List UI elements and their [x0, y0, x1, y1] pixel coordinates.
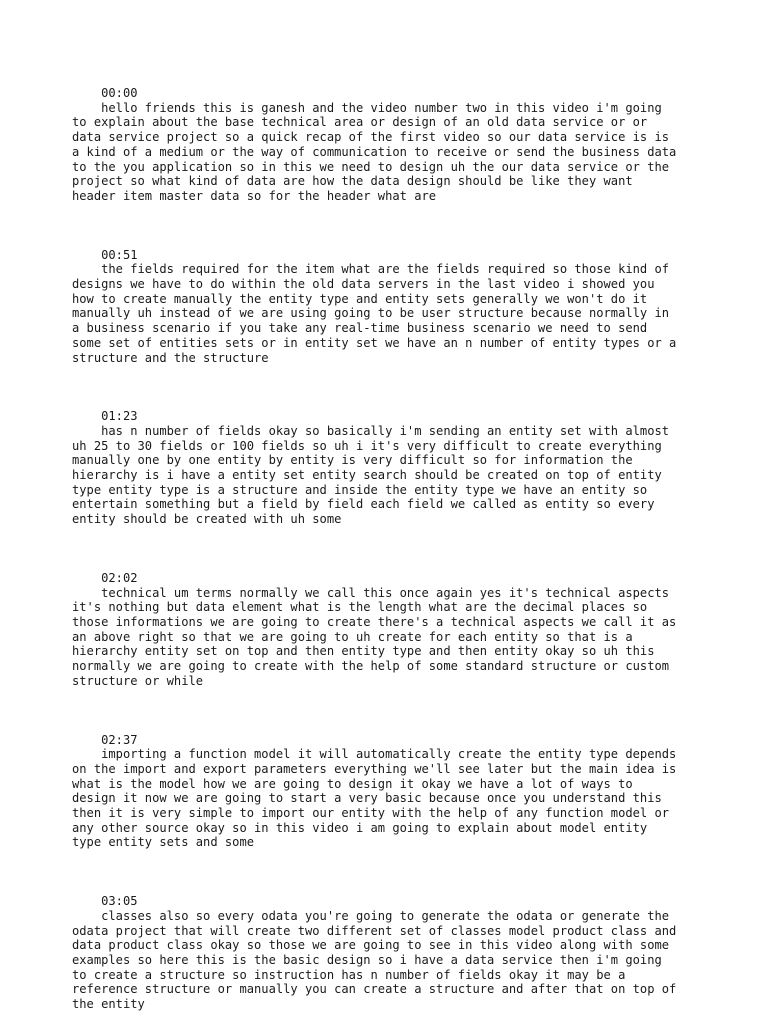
segment-timestamp: 00:51	[72, 247, 138, 262]
transcript-segment	[72, 733, 712, 851]
segment-text: hello friends this is ganesh and the video number two in this video i'm going to explain about the base technical area or design of an old data service or or data service project so a quick recap of the first video so our data service is is a kind of a medium or the way of communication to receive or send the business data to the you application so in this we need to design uh the our data service or the project so what kind of data are how the data design should be like they want header item master data so for the header what are	[72, 100, 677, 203]
segment-timestamp: 01:23	[72, 409, 138, 424]
segment-text: has n number of fields okay so basically i'm sending an entity set with almost uh 25 to 30 fields or 100 fields so uh i it's very difficult to create everything manually one by one entity by entity is very difficult so for information the hierarchy is i have a entity set entity search should be created on top of entity type entity type is a structure and inside the entity type we have an entity so entertain something but a field by field each field we called as entity so every entity should be created with uh some	[72, 423, 670, 527]
transcript	[72, 86, 712, 1012]
segment-timestamp: 00:00	[72, 86, 138, 100]
segment-timestamp: 03:05	[72, 894, 138, 909]
transcript-segment	[72, 86, 712, 204]
transcript-segment	[72, 409, 712, 527]
segment-timestamp: 02:02	[72, 570, 138, 585]
segment-text: the fields required for the item what are the fields required so those kind of designs we have to do within the old data servers in the last video i showed you how to create manually the entity type and entity sets generally we won't do it manually uh instead of we are using going to be user structure because normally in a business scenario if you take any real-time business scenario we need to send some set of entities sets or in entity set we have an n number of entity types or a structure and the structure	[72, 262, 677, 365]
segment-timestamp: 02:37	[72, 732, 138, 747]
segment-text: classes also so every odata you're going to generate the odata or generate the odata project that will create two different set of classes model product class and data product class okay so those we are going to see in this video along with some examples so here this is the basic design so i have a data service then i'm going to create a structure so instruction has n number of fields okay it may be a reference structure or manually you can create a structure and after that on top of the entity	[72, 908, 677, 1012]
segment-text: technical um terms normally we call this once again yes it's technical aspects it's nothing but data element what is the length what are the decimal places so those informations we are going to create there's a technical aspects we call it as an above right so that we are going to uh create for each entity so that is a hierarchy entity set on top and then entity type and then entity okay so uh this normally we are going to create with the help of some standard structure or custom structure or while	[72, 585, 677, 688]
transcript-segment	[72, 248, 712, 366]
transcript-segment	[72, 571, 712, 689]
transcript-segment	[72, 894, 712, 1012]
segment-text: importing a function model it will automatically create the entity type depends on the import and export parameters everything we'll see later but the main idea is what is the model how we are going to design it okay we have a lot of ways to design it now we are going to start a very basic because once you understand this then it is very simple to import our entity with the help of any function model or any other source okay so in this video i am going to explain about model entity type entity sets and some	[72, 747, 677, 850]
